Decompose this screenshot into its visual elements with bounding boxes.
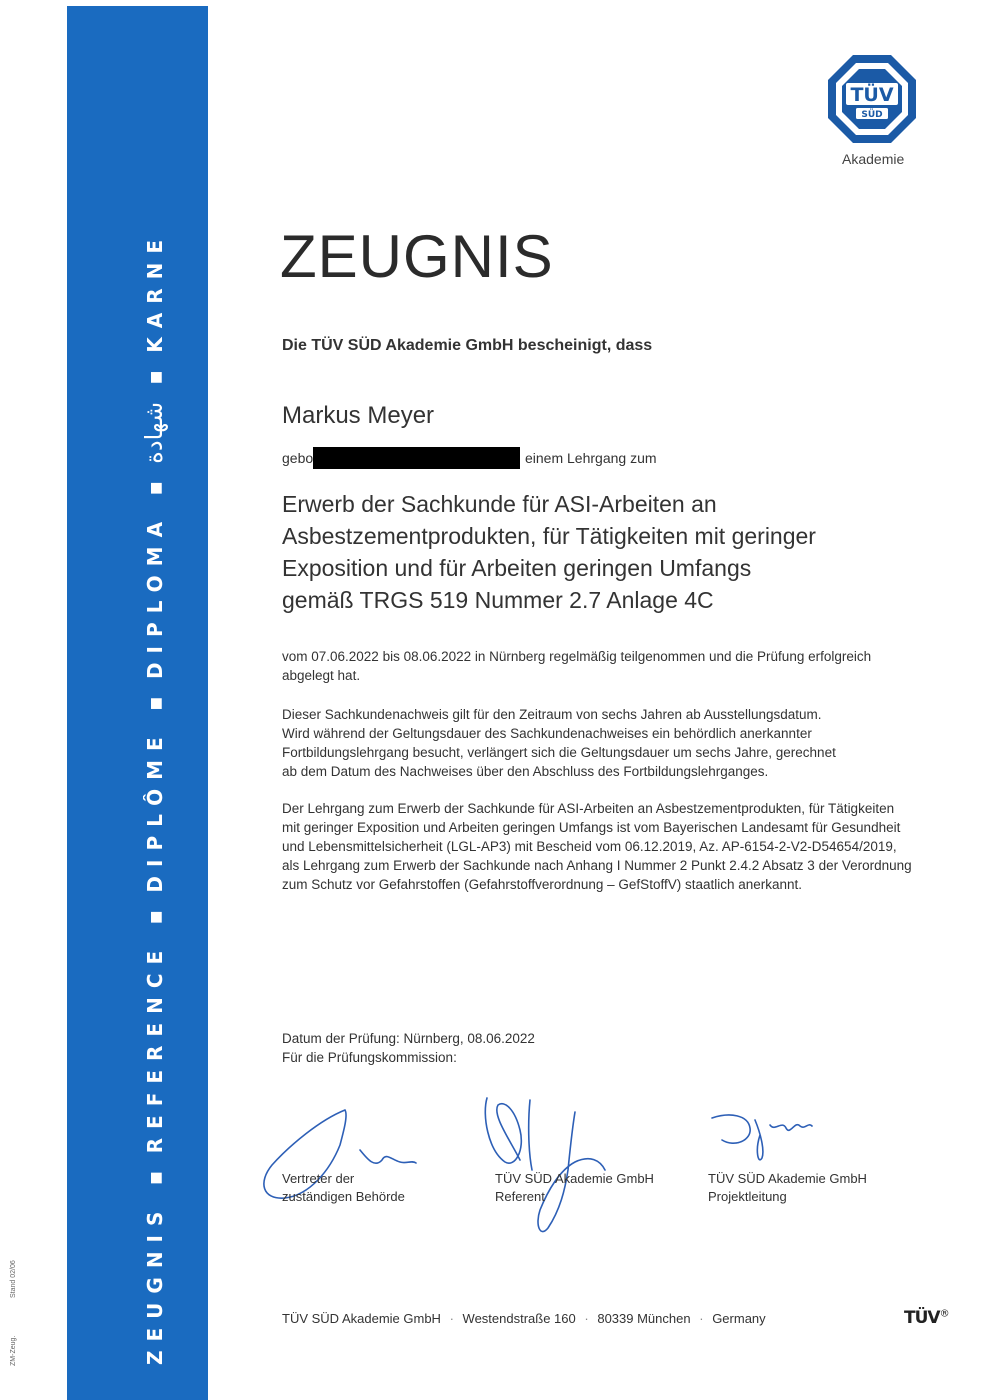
paragraph-line: und Lebensmittelsicherheit (LGL-AP3) mit Bescheid vom 06.12.2019, Az. AP-6154-2-V2-D54654/2019, <box>282 839 897 854</box>
footer-separator: · <box>449 1311 454 1326</box>
band-word-zeugnis: ZEUGNIS <box>143 1202 167 1365</box>
paragraph-line: ab dem Datum des Nachweises über den Abschluss des Fortbildungslehrganges. <box>282 764 769 779</box>
footer-address <box>282 1311 766 1326</box>
signatory-referent <box>495 1170 654 1206</box>
band-word-diplome: DIPLÔME <box>143 728 167 893</box>
logo-brand-text: TÜV <box>850 84 894 106</box>
paragraph-line: vom 07.06.2022 bis 08.06.2022 in Nürnberg regelmäßig teilgenommen und die Prüfung erfolgreich <box>282 649 872 664</box>
signatory-line: Projektleitung <box>708 1189 787 1204</box>
footer-street: Westendstraße 160 <box>462 1311 576 1326</box>
paragraph-line: Dieser Sachkundenachweis gilt für den Zeitraum von sechs Jahren ab Ausstellungsdatum. <box>282 707 822 722</box>
form-code-note: ZM-Zeug. <box>10 1335 17 1366</box>
paragraph-line: als Lehrgang zum Erwerb der Sachkunde nach Anhang I Nummer 2 Punkt 2.4.2 Absatz 3 der Verordnung <box>282 858 912 873</box>
signatory-line: TÜV SÜD Akademie GmbH <box>708 1171 867 1186</box>
course-line: Erwerb der Sachkunde für ASI-Arbeiten an <box>282 491 717 517</box>
signature-referent <box>485 1098 605 1232</box>
band-word-diploma: DIPLOMA <box>143 512 167 680</box>
signatory-line: Referent <box>495 1189 545 1204</box>
footer-city: 80339 München <box>597 1311 691 1326</box>
course-line: Exposition und für Arbeiten geringen Umfangs <box>282 555 752 581</box>
paragraph-line: Wird während der Geltungsdauer des Sachkundenachweises ein behördlich anerkannter <box>282 726 812 741</box>
logo-sub-text: SÜD <box>861 110 883 120</box>
footer-separator: · <box>699 1311 704 1326</box>
footer-country: Germany <box>712 1311 766 1326</box>
band-word-karne: KARNE <box>143 230 167 353</box>
paragraph-line: Fortbildungslehrgang besucht, verlängert sich die Geltungsdauer um sechs Jahre, gerechnet <box>282 745 836 760</box>
accreditation-paragraph <box>282 799 922 894</box>
birth-prefix: gebo <box>282 450 314 466</box>
footer-brand-mark <box>904 1308 949 1328</box>
person-name: Markus Meyer <box>282 402 435 429</box>
course-title <box>282 488 842 616</box>
participation-paragraph <box>282 647 922 685</box>
document-title: ZEUGNIS <box>280 223 554 290</box>
commission-label: Für die Prüfungskommission: <box>282 1050 457 1065</box>
certify-line: Die TÜV SÜD Akademie GmbH bescheinigt, dass <box>282 337 653 354</box>
paragraph-line: zum Schutz vor Gefahrstoffen (Gefahrstoffverordnung – GefStoffV) staatlich anerkannt. <box>282 877 803 892</box>
footer-separator: · <box>584 1311 589 1326</box>
stand-note: Stand 02/06 <box>10 1260 17 1298</box>
registered-mark: ® <box>939 1308 949 1320</box>
tuv-sud-logo <box>826 53 918 145</box>
signatory-line: Vertreter der <box>282 1171 355 1186</box>
course-line: Asbestzementprodukten, für Tätigkeiten mit geringer <box>282 523 816 549</box>
validity-paragraph <box>282 705 922 781</box>
course-intro: einem Lehrgang zum <box>525 450 657 466</box>
footer-brand-text: TÜV <box>904 1308 940 1328</box>
side-band <box>67 6 208 1400</box>
side-band-text: ZEUGNIS■REFERENCE■DIPLÔME■DIPLOMA■شهادة■KARNE <box>140 230 168 1365</box>
signatory-line: zuständigen Behörde <box>282 1189 405 1204</box>
signatory-line: TÜV SÜD Akademie GmbH <box>495 1171 654 1186</box>
exam-date: Datum der Prüfung: Nürnberg, 08.06.2022 <box>282 1031 535 1046</box>
exam-date-block <box>282 1029 535 1067</box>
paragraph-line: mit geringer Exposition und Arbeiten geringen Umfangs ist vom Bayerischen Landesamt für Gesundheit <box>282 820 901 835</box>
redaction-bar <box>313 447 520 469</box>
logo-akademie-label: Akademie <box>842 151 905 167</box>
paragraph-line: Der Lehrgang zum Erwerb der Sachkunde für ASI-Arbeiten an Asbestzementprodukten, für Tätigkeiten <box>282 801 895 816</box>
signatory-projektleitung <box>708 1170 867 1206</box>
band-word-reference: REFERENCE <box>143 941 167 1154</box>
band-word-arabic: شهادة <box>140 401 168 464</box>
signatory-authority <box>282 1170 405 1206</box>
paragraph-line: abgelegt hat. <box>282 668 361 683</box>
course-line: gemäß TRGS 519 Nummer 2.7 Anlage 4C <box>282 587 714 613</box>
signature-projektleitung <box>712 1115 812 1160</box>
footer-company: TÜV SÜD Akademie GmbH <box>282 1311 441 1326</box>
